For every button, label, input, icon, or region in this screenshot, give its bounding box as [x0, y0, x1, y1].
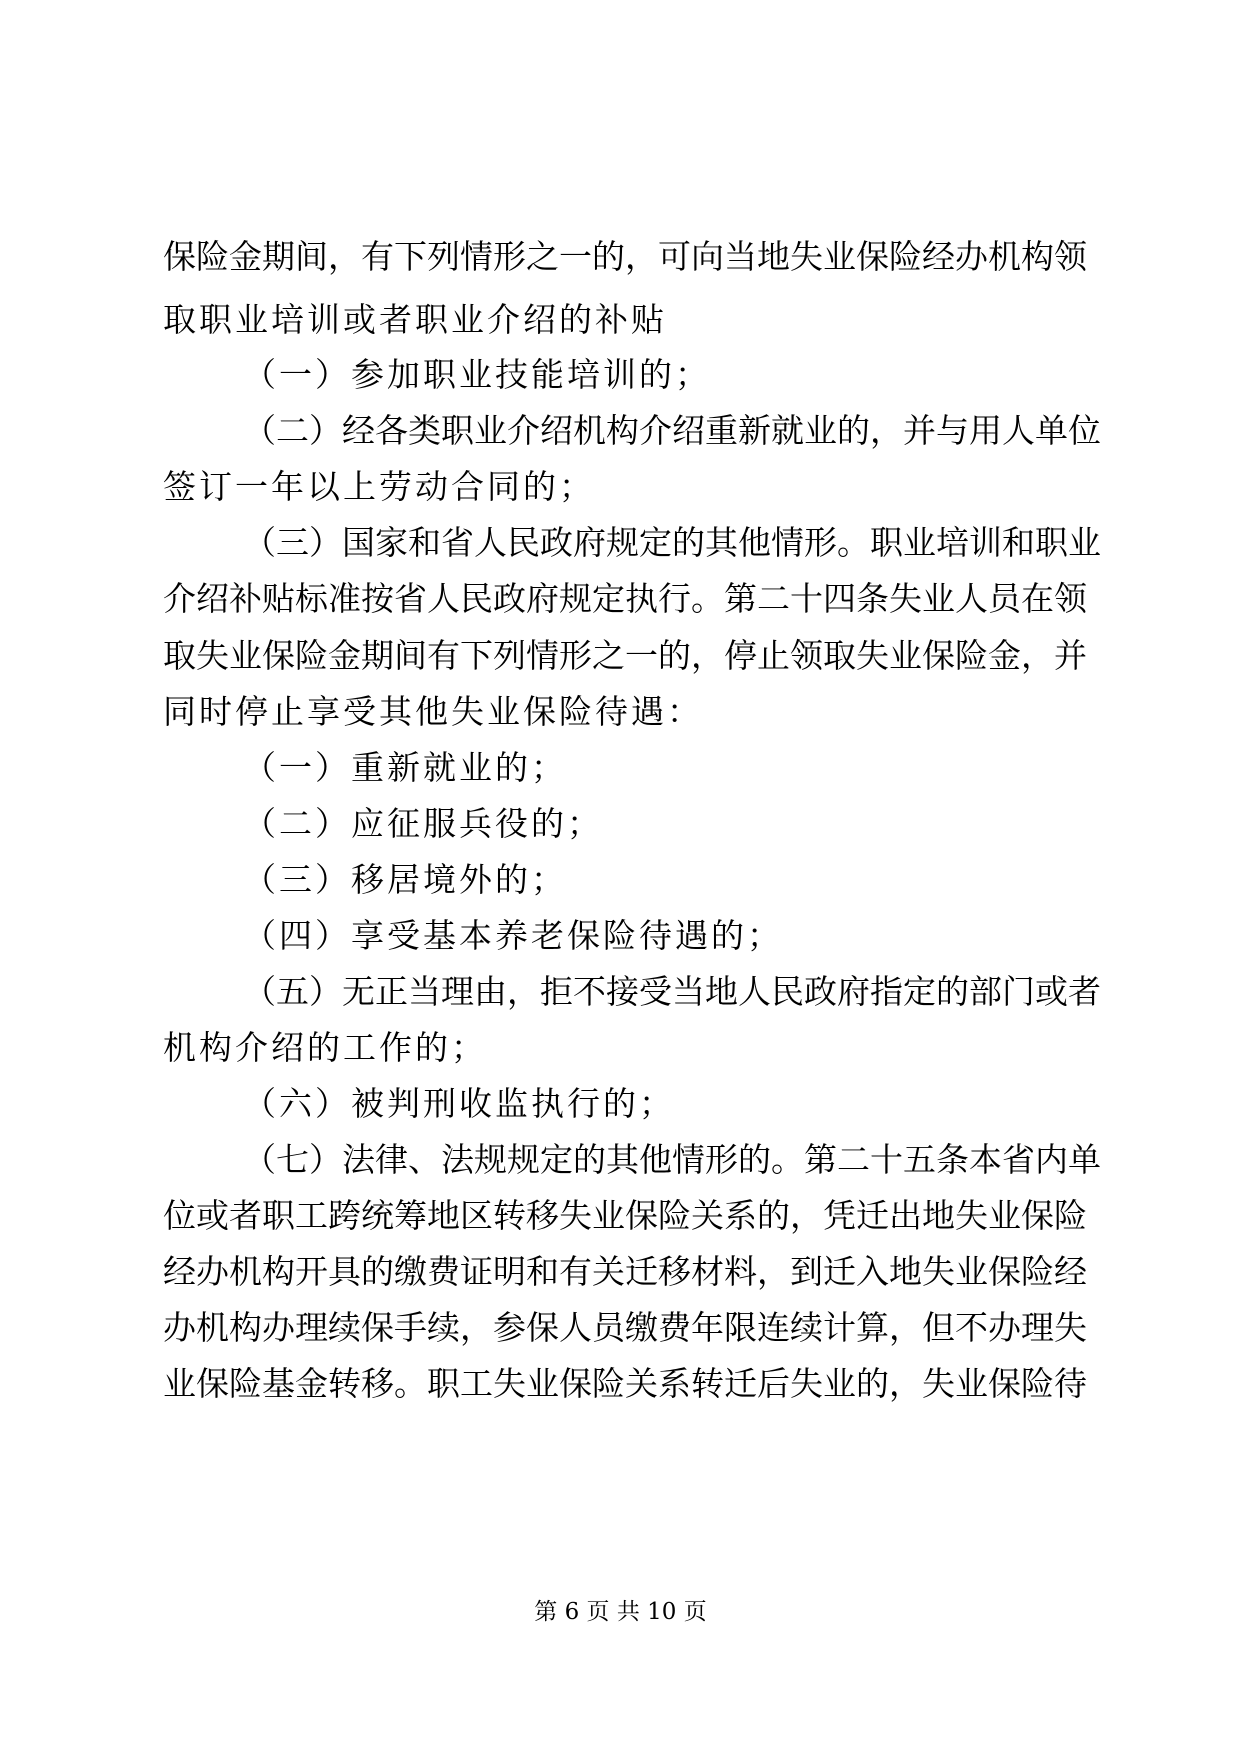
- text-line: 办机构办理续保手续，参保人员缴费年限连续计算，但不办理失: [163, 1308, 1087, 1347]
- text-line: （二）经各类职业介绍机构介绍重新就业的，并与用人单位: [243, 411, 1101, 450]
- text-line: （五）无正当理由，拒不接受当地人民政府指定的部门或者: [243, 972, 1101, 1011]
- text-line: （三）国家和省人民政府规定的其他情形。职业培训和职业: [243, 523, 1101, 562]
- text-line: （七）法律、法规规定的其他情形的。第二十五条本省内单: [243, 1140, 1101, 1179]
- text-line: 签订一年以上劳动合同的；: [163, 467, 595, 506]
- text-line: 同时停止享受其他失业保险待遇：: [163, 692, 703, 731]
- text-line: （一）重新就业的；: [243, 748, 567, 787]
- text-line: 业保险基金转移。职工失业保险关系转迁后失业的，失业保险待: [163, 1364, 1087, 1403]
- text-line: 经办机构开具的缴费证明和有关迁移材料，到迁入地失业保险经: [163, 1252, 1087, 1291]
- text-line: （二）应征服兵役的；: [243, 804, 603, 843]
- text-line: 保险金期间，有下列情形之一的，可向当地失业保险经办机构领: [163, 237, 1087, 276]
- text-line: 机构介绍的工作的；: [163, 1028, 487, 1067]
- text-line: 位或者职工跨统筹地区转移失业保险关系的，凭迁出地失业保险: [163, 1196, 1087, 1235]
- text-line: （四）享受基本养老保险待遇的；: [243, 916, 783, 955]
- text-line: （一）参加职业技能培训的；: [243, 355, 711, 394]
- text-line: 取失业保险金期间有下列情形之一的，停止领取失业保险金，并: [163, 636, 1087, 675]
- text-line: （六）被判刑收监执行的；: [243, 1084, 675, 1123]
- page-number-footer: 第 6 页 共 10 页: [534, 1599, 707, 1625]
- text-line: 取职业培训或者职业介绍的补贴: [163, 300, 667, 339]
- text-line: （三）移居境外的；: [243, 860, 567, 899]
- text-line: 介绍补贴标准按省人民政府规定执行。第二十四条失业人员在领: [163, 579, 1087, 618]
